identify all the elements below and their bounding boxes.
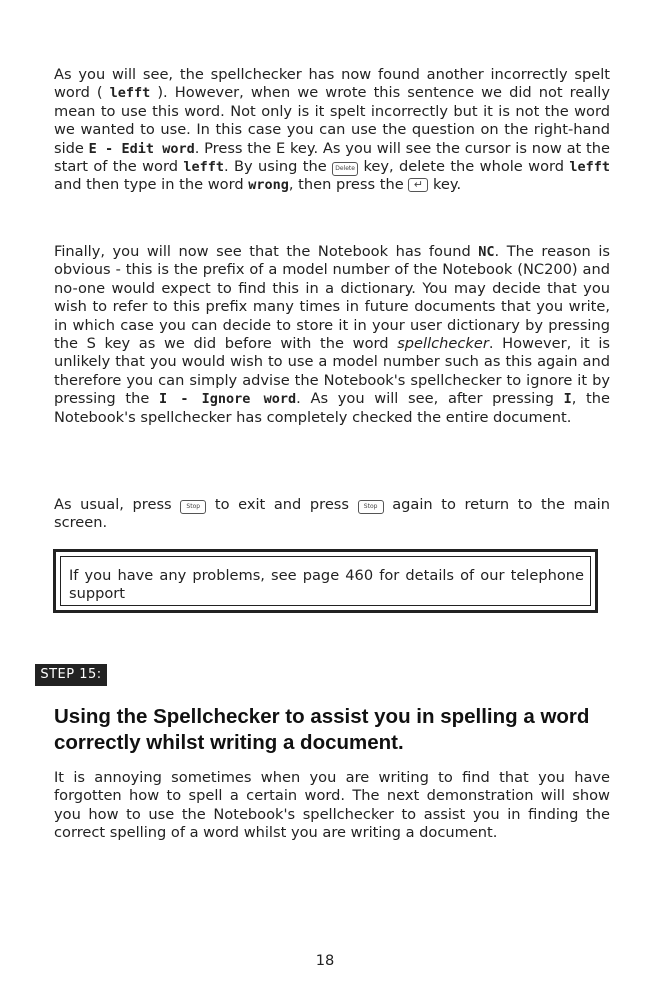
page-number: 18	[315, 952, 335, 969]
text: As usual, press	[54, 496, 181, 513]
text: . Press the E key. As you will see the cursor is now at the start of the word	[54, 139, 610, 176]
step-badge: STEP 15:	[35, 664, 107, 686]
text: key.	[428, 176, 462, 194]
text: to exit and press	[206, 496, 358, 513]
enter-key-icon: ↵	[408, 178, 428, 192]
text: again to return to the main screen.	[54, 496, 610, 532]
misspelt-word: lefft	[109, 85, 151, 102]
text: . As you will see, after pressing	[296, 390, 564, 408]
support-callout-box	[53, 549, 598, 613]
text: ). However, when we wrote this sentence we did not really mean to use this word. Not only is it spelt incorrectly but it is not the word we wanted to use. In this case you can use the question on the right-hand side	[54, 84, 610, 157]
text: , the Notebook's spellchecker has completely checked the entire document.	[54, 390, 610, 426]
paragraph-ignore-word	[54, 243, 610, 427]
key-letter: I	[563, 391, 572, 408]
text: . However, it is unlikely that you would wish to use a model number such as this again and therefore you can simply advise the Notebook's spellchecker to ignore it by pressing the	[54, 335, 610, 408]
text: key, delete the whole word	[358, 158, 570, 176]
text: and then type in the word	[54, 176, 249, 194]
support-callout-text: If you have any problems, see page 460 for details of our telephone support	[60, 556, 591, 606]
misspelt-word: lefft	[183, 159, 224, 176]
ignore-word-option: I - Ignore word	[159, 391, 297, 408]
section-heading: Using the Spellchecker to assist you in spelling a word correctly whilst writing a document.	[54, 705, 590, 754]
text: As you will see, the spellchecker has now found another incorrectly spelt word (	[54, 66, 610, 102]
paragraph-intro: It is annoying sometimes when you are writing to find that you have forgotten how to spell a certain word. The next demonstration will show you how to use the Notebook's spellchecker to assist you in finding the correct spelling of a word whilst you are writing a document.	[54, 769, 610, 842]
delete-key-icon: Delete	[332, 162, 358, 176]
stop-key-icon: Stop	[358, 500, 384, 514]
paragraph-stop	[54, 496, 610, 533]
misspelt-word: lefft	[569, 159, 611, 176]
text: Finally, you will now see that the Notebook has found	[54, 243, 479, 260]
stop-key-icon: Stop	[180, 500, 206, 514]
found-word: NC	[478, 244, 495, 260]
paragraph-edit-word	[54, 66, 610, 195]
text: . The reason is obvious - this is the prefix of a model number of the Notebook (NC200) and no-one would expect to find this in a dictionary. You may decide that you wish to refer to this prefix many times in future documents that you write, in which case you can decide to store it in your user dictionary by pressing the S key as we did before with the word	[54, 243, 610, 353]
replacement-word: wrong	[248, 177, 289, 194]
text: . By using the	[223, 158, 333, 176]
text: , then press the	[288, 176, 409, 194]
edit-word-option: E - Edit word	[88, 140, 195, 157]
italic-word: spellchecker	[397, 335, 489, 353]
